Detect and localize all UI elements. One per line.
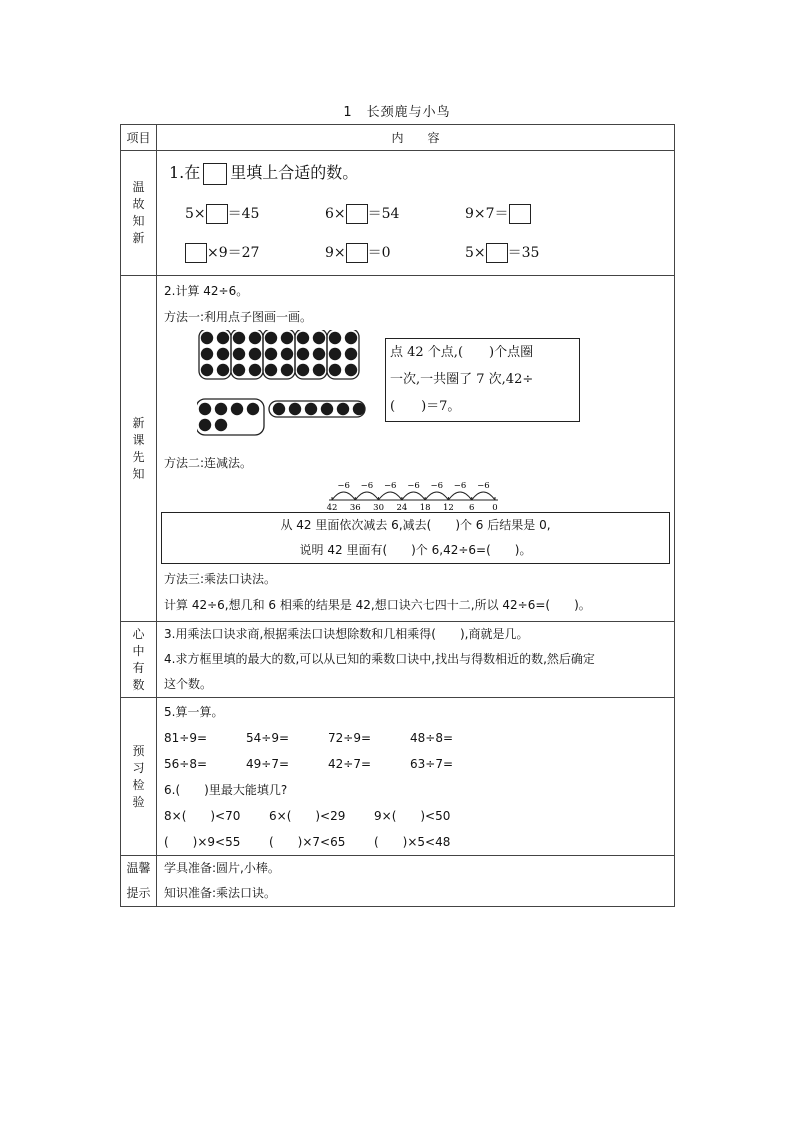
calc-row-1: 81÷9= 54÷9= 72÷9= 48÷8= xyxy=(164,731,454,745)
dot xyxy=(329,364,341,376)
dot xyxy=(281,364,293,376)
dot xyxy=(329,332,341,344)
review-content xyxy=(157,151,675,276)
dot xyxy=(289,403,301,415)
dot xyxy=(215,419,227,431)
dot xyxy=(249,332,261,344)
answer-box[interactable] xyxy=(486,243,508,263)
dot xyxy=(233,332,245,344)
method-1: 方法一:利用点子图画一画。 xyxy=(164,310,313,324)
jump-label: −6 xyxy=(477,481,490,491)
number-line xyxy=(157,476,674,512)
section-label-tips: 温馨 提示 xyxy=(121,856,157,907)
jump-arc xyxy=(425,492,448,500)
eq-2: 6× ＝54 xyxy=(325,206,400,222)
tick-label: 30 xyxy=(373,503,384,512)
dot xyxy=(297,364,309,376)
answer-box[interactable] xyxy=(185,243,207,263)
header-item: 项目 xyxy=(121,125,157,151)
number-line-svg xyxy=(157,476,675,512)
dot xyxy=(217,332,229,344)
dot xyxy=(247,403,259,415)
question-6: 6.( )里最大能填几? xyxy=(164,783,288,797)
tip-1: 学具准备:圆片,小棒。 xyxy=(164,861,280,875)
dot xyxy=(249,364,261,376)
jump-label: −6 xyxy=(360,481,374,491)
tick-label: 12 xyxy=(443,503,454,512)
eq-3: 9×7＝ xyxy=(465,203,531,224)
line-4b: 这个数。 xyxy=(164,677,213,691)
dot xyxy=(217,364,229,376)
worksheet-table xyxy=(120,124,675,907)
dot xyxy=(265,332,277,344)
jump-arc xyxy=(448,492,471,500)
jump-label: −6 xyxy=(407,481,420,491)
calc-row-2: 56÷8= 49÷7= 42÷7= 63÷7= xyxy=(164,757,454,771)
answer-box[interactable] xyxy=(206,204,228,224)
tick-label: 18 xyxy=(419,503,431,512)
method-2: 方法二:连减法。 xyxy=(164,456,253,470)
jump-label: −6 xyxy=(430,481,444,491)
tick-label: 42 xyxy=(326,503,338,512)
dot xyxy=(313,364,325,376)
dot xyxy=(273,403,285,415)
answer-box[interactable] xyxy=(346,204,368,224)
dot xyxy=(305,403,317,415)
dot xyxy=(217,348,229,360)
jump-label: −6 xyxy=(453,481,467,491)
dot xyxy=(313,348,325,360)
header-content: 内 容 xyxy=(157,125,675,151)
jump-arc xyxy=(472,492,495,500)
method-3-text: 计算 42÷6,想几和 6 相乘的结果是 42,想口诀六七四十二,所以 42÷6=( )。 xyxy=(164,598,591,612)
method-2-box: 从 42 里面依次减去 6,减去( )个 6 后结果是 0, 说明 42 里面有( )个 6,42÷6=( )。 xyxy=(161,512,670,564)
dot-diagram xyxy=(157,330,674,450)
question-1: 1.在 里填上合适的数。 xyxy=(169,160,358,185)
dot xyxy=(297,348,309,360)
dot xyxy=(313,332,325,344)
dot xyxy=(249,348,261,360)
dot xyxy=(201,348,213,360)
dot xyxy=(201,364,213,376)
eq-5: 9× ＝0 xyxy=(325,245,391,261)
tips-content xyxy=(157,856,675,907)
jump-arc xyxy=(379,492,402,500)
dot xyxy=(201,332,213,344)
dot xyxy=(345,364,357,376)
section-label-new: 新课先知 xyxy=(121,276,157,622)
jump-arc xyxy=(332,492,355,500)
dot xyxy=(329,348,341,360)
dot xyxy=(265,364,277,376)
ineq-row-2: ( )×9<55 ( )×7<65 ( )×5<48 xyxy=(164,835,451,849)
eq-4: ×9＝27 xyxy=(185,242,259,263)
section-label-check: 预习检验 xyxy=(121,698,157,856)
dot xyxy=(345,348,357,360)
dot xyxy=(337,403,349,415)
method-3: 方法三:乘法口诀法。 xyxy=(164,572,277,586)
section-label-review: 温故知新 xyxy=(121,151,157,276)
dot xyxy=(199,403,211,415)
dot xyxy=(297,332,309,344)
jump-label: −6 xyxy=(337,481,350,491)
dot xyxy=(345,332,357,344)
check-content xyxy=(157,698,675,856)
jump-label: −6 xyxy=(383,481,397,491)
answer-box[interactable] xyxy=(509,204,531,224)
dot xyxy=(215,403,227,415)
dot xyxy=(321,403,333,415)
dot xyxy=(281,332,293,344)
question-5: 5.算一算。 xyxy=(164,705,224,719)
answer-box[interactable] xyxy=(346,243,368,263)
tick-label: 6 xyxy=(469,503,475,512)
line-3: 3.用乘法口诀求商,根据乘法口诀想除数和几相乘得( ),商就是几。 xyxy=(164,627,529,641)
tick-label: 24 xyxy=(396,503,408,512)
eq-1: 5× ＝45 xyxy=(185,206,260,222)
new-content xyxy=(157,276,675,622)
ineq-row-1: 8×( )<70 6×( )<29 9×( )<50 xyxy=(164,809,451,823)
tick-label: 0 xyxy=(492,503,498,512)
dot xyxy=(231,403,243,415)
jump-arc xyxy=(355,492,378,500)
question-2: 2.计算 42÷6。 xyxy=(164,284,249,298)
dot xyxy=(265,348,277,360)
jump-arc xyxy=(402,492,425,500)
dot xyxy=(233,348,245,360)
section-label-heart: 心中有数 xyxy=(121,622,157,698)
tick-label: 36 xyxy=(349,503,361,512)
tip-2: 知识准备:乘法口诀。 xyxy=(164,886,277,900)
page-title: 1 长颈鹿与小鸟 xyxy=(343,105,451,120)
line-4a: 4.求方框里填的最大的数,可以从已知的乘数口诀中,找出与得数相近的数,然后确定 xyxy=(164,652,595,666)
method-1-panel: 点 42 个点,( )个点圈 一次,一共圈了 7 次,42÷ ( )＝7。 xyxy=(385,338,580,422)
dot xyxy=(233,364,245,376)
eq-6: 5× ＝35 xyxy=(465,245,540,261)
dot xyxy=(199,419,211,431)
dot xyxy=(281,348,293,360)
heart-content xyxy=(157,622,675,698)
